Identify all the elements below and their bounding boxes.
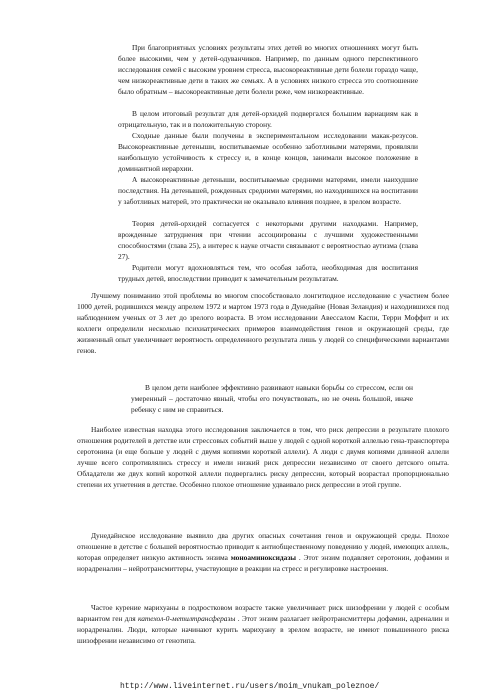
- main-paragraph-2: Наиболее известная находка этого исследования заключается в том, что риск депрессии в результате плохого отношения родителей в детстве или стрессовых событий выше у людей с одной короткой аллелью гена-транспортера серотонина (и еще больше у людей с двумя копиями короткой аллели). А люди с двумя копиями длинной аллели лучше всего сопротивлялись стрессу и имели низкий риск депрессии независимо от своего детского опыта. Обладатели же двух копий короткой аллели подвергались риску депрессии, который возрастал пропорционально степени их угнетения в детстве. Особенно плохое отношение удваивало риск депрессии в этой группе.: [77, 425, 449, 489]
- box-paragraph-4: А высокореактивные детеныши, воспитываемые средними матерями, имели наихудшие последствия. На детенышей, рожденных средними матерями, но находившихся на воспитании у заботливых матерей, это практически не оказывало влияния позднее, в зрелом возрасте.: [118, 175, 418, 206]
- enzyme-name-comt: катехол-0-метилтрансферазы: [137, 614, 236, 623]
- footer-url[interactable]: http://www.liveinternet.ru/users/moim_vnukam_poleznoe/: [120, 682, 380, 691]
- enzyme-name-maoa: моноаминоксидазы: [230, 553, 297, 562]
- main-paragraph-3: [77, 530, 449, 574]
- box-paragraph-5: Теория детей-орхидей согласуется с некоторыми другими находками. Например, врожденные затруднения при чтении ассоциированы с лучшими художественными способностями (глава 25), а интерес к науке отчасти связывают с вероятностью аутизма (глава 27).: [118, 219, 418, 261]
- main-paragraph-3-text-a: Дунедайнское исследование выявило два других опасных сочетания генов и окружающей среды. Плохое отношение в детстве с большей вероятностью приводит к антиобщественному поведению у людей, имеющих аллель, которая определяет низкую активность энзима: [77, 531, 449, 562]
- box-paragraph-3: Сходные данные были получены в экспериментальном исследовании макак-резусов. Высокореактивные детеныши, воспитываемые особенно заботливыми матерями, проявляли наибольшую устойчивость к стрессу и, в конце концов, занимали высокое положение в доминантной иерархии.: [118, 131, 418, 173]
- box-paragraph-6: Родители могут вдохновляться тем, что особая забота, необходимая для воспитания трудных детей, впоследствии приводит к замечательным результатам.: [118, 263, 418, 283]
- main-paragraph-4-text-b: . Этот энзим разлагает нейротрансмиттеры дофамин, адреналин и норадреналин. Люди, которые начинают курить марихуану в зрелом возрасте, не имеют повышенного риска шизофрении независимо от генотипа.: [77, 614, 450, 645]
- main-paragraph-4-text-a: Частое курение марихуаны в подростковом возрасте также увеличивает риск шизофрении у людей с особым вариантом ген для: [77, 603, 449, 623]
- main-paragraph-3-text-b: . Этот энзим подавляет серотонин, дофамин и норадреналин – нейротрансмиттеры, участвующие в реакции на стресс и регулировке настроения.: [77, 553, 449, 573]
- box-paragraph-1: При благоприятных условиях результаты этих детей во многих отношениях могут быть более высокими, чем у детей-одуванчиков. Например, по данным одного перспективного исследования семей с высоким уровнем стресса, высокореактивные дети болели гораздо чаще, чем низкореактивные дети в таких же семьях. А в условиях низкого стресса это соотношение было обратным – высокореактивные дети болели реже, чем низкореактивные.: [118, 43, 418, 96]
- box-paragraph-2: В целом итоговый результат для детей-орхидей подвергался большим вариациям как в отрицательную, так и в положительную сторону.: [118, 109, 418, 129]
- pull-quote: В целом дети наиболее эффективно развивают навыки борьбы со стрессом, если он умеренный – достаточно явный, чтобы его почувствовать, но не очень большой, иначе ребенку с ним не справиться.: [131, 383, 413, 414]
- main-paragraph-4: [77, 602, 449, 646]
- main-paragraph-1: Лучшему пониманию этой проблемы во многом способствовало лонгитюдное исследование с участием более 1000 детей, родившихся между апрелем 1972 и мартом 1973 года в Дунедайне (Новая Зеландия) и находившихся под наблюдением ученых от 3 лет до зрелого возраста. В этом исследовании Авессалом Каспи, Терри Моффит и их коллеги определили несколько психиатрических примеров взаимодействия генов и окружающей среды, где жизненный опыт увеличивает вероятность определенного результата лишь у людей со специфическими вариантами генов.: [77, 291, 449, 355]
